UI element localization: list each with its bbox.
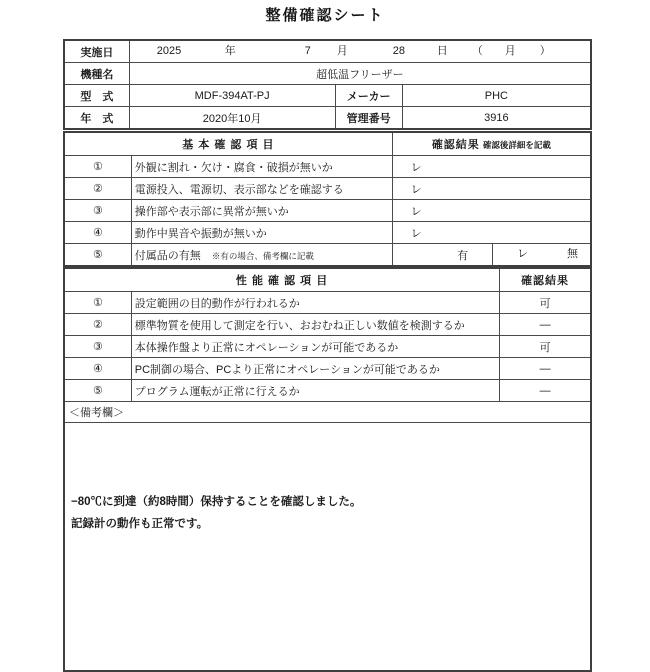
model-number-label: 型 式 <box>64 85 129 107</box>
result-value: ― <box>500 380 591 402</box>
result-value: ― <box>500 314 591 336</box>
result-value: ― <box>500 358 591 380</box>
page-title: 整備確認シート <box>265 7 385 24</box>
item-number: ① <box>64 292 131 314</box>
date-weekday: 月 <box>504 45 516 57</box>
item-number: ⑤ <box>64 244 131 267</box>
model-number-row <box>64 85 591 107</box>
control-number-label: 管理番号 <box>335 107 402 130</box>
item-text: 電源投入、電源切、表示部などを確認する <box>131 178 392 200</box>
date-year: 2025 <box>156 45 182 57</box>
item-number: ④ <box>64 358 131 380</box>
item-number: ④ <box>64 222 131 244</box>
item-text: プログラム運転が正常に行えるか <box>131 380 499 402</box>
date-value-cell <box>129 40 591 63</box>
accessories-no-option: 無 <box>567 248 578 260</box>
item-number: ② <box>64 314 131 336</box>
result-value: 可 <box>500 292 591 314</box>
model-year-label: 年 式 <box>64 107 129 130</box>
result-value: 可 <box>500 336 591 358</box>
check-mark: レ <box>392 178 591 200</box>
maker-value: PHC <box>402 85 591 107</box>
check-mark: レ <box>392 222 591 244</box>
basic-row-2 <box>64 178 591 200</box>
accessories-yes-option: 有 <box>392 244 492 267</box>
date-month-unit: 月 <box>336 45 348 57</box>
model-name-row <box>64 63 591 85</box>
date-month: 7 <box>304 45 311 57</box>
model-year-row <box>64 107 591 130</box>
date-paren-close: ） <box>539 45 551 57</box>
control-number-value: 3916 <box>402 107 591 130</box>
performance-row-2 <box>64 314 591 336</box>
model-year-value: 2020年10月 <box>129 107 335 130</box>
date-paren-open: （ <box>471 45 483 57</box>
item-text: PC制御の場合、PCより正常にオペレーションが可能であるか <box>131 358 499 380</box>
maker-label: メーカー <box>335 85 402 107</box>
date-label: 実施日 <box>64 40 129 63</box>
remarks-body-row <box>64 423 591 672</box>
item-text: 外観に割れ・欠け・腐食・破損が無いか <box>131 156 392 178</box>
item-text <box>131 244 392 267</box>
basic-header-row <box>64 132 591 156</box>
item-text: 操作部や表示部に異常が無いか <box>131 200 392 222</box>
item-text-main: 付属品の有無 <box>134 249 201 262</box>
item-number: ③ <box>64 336 131 358</box>
date-day-unit: 日 <box>436 45 448 57</box>
basic-header-result <box>392 132 591 156</box>
basic-row-4 <box>64 222 591 244</box>
model-name-label: 機種名 <box>64 63 129 85</box>
remarks-label-row <box>64 402 591 423</box>
basic-row-3 <box>64 200 591 222</box>
performance-header-result: 確認結果 <box>500 268 591 292</box>
date-row <box>64 40 591 63</box>
performance-check-table <box>63 267 592 672</box>
basic-header-result-label: 確認結果 <box>431 139 480 151</box>
item-text-note: ※有の場合、備考欄に記載 <box>211 250 314 261</box>
check-mark: レ <box>392 200 591 222</box>
basic-check-table <box>63 131 592 267</box>
performance-row-5 <box>64 380 591 402</box>
performance-row-1 <box>64 292 591 314</box>
basic-row-1 <box>64 156 591 178</box>
item-text: 動作中異音や振動が無いか <box>131 222 392 244</box>
basic-header-item: 基 本 確 認 項 目 <box>64 132 392 156</box>
basic-row-5 <box>64 244 591 267</box>
performance-header-item: 性 能 確 認 項 目 <box>64 268 500 292</box>
remarks-line: −80℃に到達（約8時間）保持することを確認しました。 <box>71 496 362 508</box>
basic-header-result-note: 確認後詳細を記載 <box>482 140 551 150</box>
check-mark: レ <box>517 248 529 260</box>
item-number: ⑤ <box>64 380 131 402</box>
performance-header-row <box>64 268 591 292</box>
item-text: 標準物質を使用して測定を行い、おおむね正しい数値を検測するか <box>131 314 499 336</box>
item-number: ② <box>64 178 131 200</box>
date-day: 28 <box>392 45 405 57</box>
date-year-unit: 年 <box>224 45 236 57</box>
equipment-info-table <box>63 39 592 130</box>
performance-row-3 <box>64 336 591 358</box>
item-text: 本体操作盤より正常にオペレーションが可能であるか <box>131 336 499 358</box>
item-text: 設定範囲の目的動作が行われるか <box>131 292 499 314</box>
item-number: ① <box>64 156 131 178</box>
remarks-label: ＜備考欄＞ <box>64 402 591 423</box>
check-mark: レ <box>392 156 591 178</box>
model-number-value: MDF-394AT-PJ <box>129 85 335 107</box>
remarks-line: 記録計の動作も正常です。 <box>71 518 209 530</box>
model-name-value: 超低温フリーザー <box>129 63 591 85</box>
remarks-box <box>64 423 591 672</box>
performance-row-4 <box>64 358 591 380</box>
item-number: ③ <box>64 200 131 222</box>
accessories-no-cell <box>493 244 591 267</box>
